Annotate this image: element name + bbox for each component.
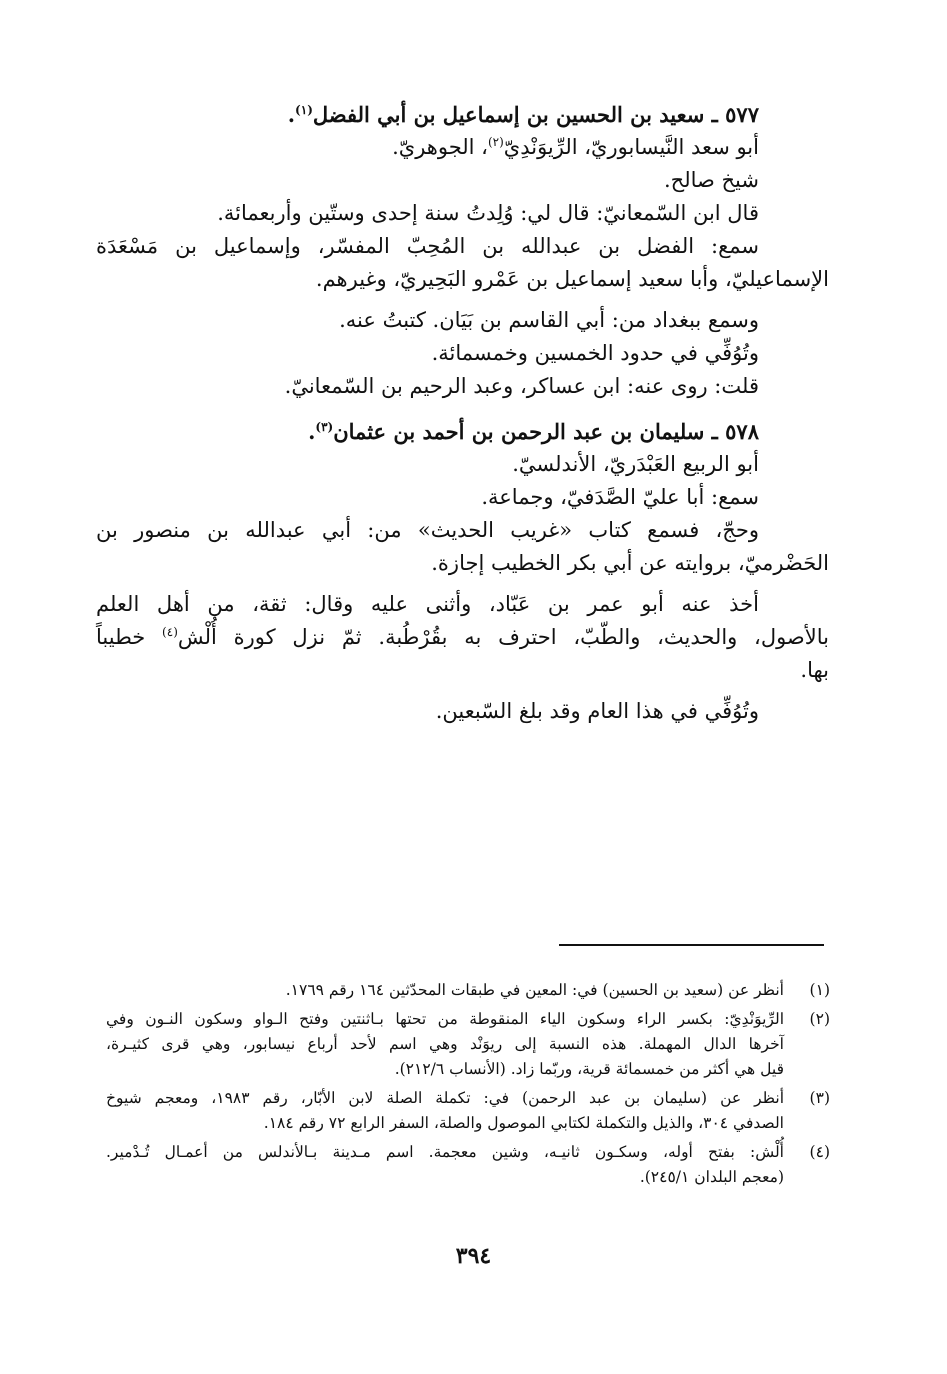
footnote-2 — [106, 1007, 830, 1082]
entry-gap — [96, 403, 829, 415]
footnote-body — [106, 1140, 784, 1190]
footnote-line: آخرها الدال المهملة. هذه النسبة إلى ريوَنْد وهي اسم لأحد أرباع نيسابور، وهي قرى كثيـرة، — [106, 1035, 784, 1053]
page-number: ٣٩٤ — [455, 1243, 492, 1269]
footnote-3 — [106, 1086, 830, 1136]
entry-578-line-5: أخذ عنه أبو عمر بن عَبّاد، وأثنى عليه وقال: ثقة، من أهل العلم — [96, 592, 759, 616]
entry-577-line-1a: أبو سعد النَّيسابوريّ، الرِّيوَنْدِيّ — [503, 135, 759, 159]
main-text — [96, 98, 829, 728]
footnote-line: الرِّيوَنْدِيّ: بكسر الراء وسكون الياء المنقوطة من تحتها بـاثنتين وفتح الـواو وسكون النـون وفي — [106, 1010, 784, 1028]
entry-578-heading-text: ٥٧٨ ـ سليمان بن عبد الرحمن بن أحمد بن عثمان — [333, 419, 759, 444]
footnote-ref-4[interactable]: (٤) — [162, 625, 178, 639]
entry-577-line-6: وسمع ببغداد من: أبي القاسم بن بَيَان. كتبتُ عنه. — [339, 308, 759, 332]
entry-578-heading-end: . — [308, 419, 316, 444]
entry-578-line-6 — [96, 621, 829, 654]
footnote-line: (معجم البلدان ٢٤٥/١). — [639, 1168, 784, 1186]
footnote-body — [106, 1007, 784, 1082]
footnote-number: (١) — [809, 981, 830, 999]
entry-577-line-8: قلت: روى عنه: ابن عساكر، وعبد الرحيم بن السّمعانيّ. — [284, 374, 759, 398]
footnote-line: قيل هي أكثر من خمسمائة قرية، وربّما زاد. (الأنساب ٢١٢/٦). — [394, 1060, 784, 1078]
paragraph-gap — [96, 296, 829, 304]
entry-578-line-8: وتُوُفِّي في هذا العام وقد بلغ السّبعين. — [435, 699, 759, 723]
footnote-number: (٢) — [809, 1010, 830, 1028]
footnote-ref-1[interactable]: (١) — [295, 103, 313, 117]
paragraph-gap — [96, 687, 829, 695]
entry-577-line-7: وتُوُفِّي في حدود الخمسين وخمسمائة. — [431, 341, 759, 365]
entry-577-line-1b: ، الجوهريّ. — [392, 135, 488, 159]
footnote-body — [106, 1086, 784, 1136]
entry-578-line-6b: خطيباً — [96, 625, 163, 649]
footnotes — [106, 978, 830, 1194]
entry-577-heading — [96, 98, 829, 131]
entry-578-line-7: بها. — [800, 658, 829, 682]
entry-578-line-1: أبو الربيع العَبْدَريّ، الأندلسيّ. — [512, 452, 759, 476]
entry-578-line-4: الحَضْرميّ، بروايته عن أبي بكر الخطيب إجازة. — [431, 551, 829, 575]
footnote-4 — [106, 1140, 830, 1190]
footnote-body — [106, 978, 784, 1003]
footnote-line: أُلْش: بفتح أوله، وسكـون ثانيـه، وشين معجمة. اسم مـدينة بـالأندلس من أعمـال تُـدْمير. — [106, 1143, 784, 1161]
entry-577-line-4: سمع: الفضل بن عبدالله بن المُحِبّ المفسّر، وإسماعيل بن مَسْعَدَة — [96, 234, 759, 258]
entry-577-line-5: الإسماعيليّ، وأبا سعيد إسماعيل بن عَمْرو البَحِيريّ، وغيرهم. — [315, 267, 829, 291]
footnote-line: أنظر عن (سعيد بن الحسين) في: المعين في طبقات المحدّثين ١٦٤ رقم ١٧٦٩. — [285, 981, 784, 999]
entry-577-line-1 — [96, 131, 829, 164]
footnote-number: (٣) — [809, 1089, 830, 1107]
entry-578-line-2: سمع: أبا عليّ الصَّدَفيّ، وجماعة. — [481, 485, 759, 509]
entry-577-heading-text: ٥٧٧ ـ سعيد بن الحسين بن إسماعيل بن أبي الفضل — [312, 102, 759, 127]
entry-578-heading — [96, 415, 829, 448]
entry-577-heading-end: . — [287, 102, 296, 127]
entry-577-line-3: قال ابن السّمعانيّ: قال لي: وُلِدتُ سنة إحدى وستّين وأربعمائة. — [217, 201, 759, 225]
entry-577-line-2: شيخ صالح. — [663, 168, 759, 192]
footnote-divider — [559, 944, 824, 946]
footnote-number: (٤) — [809, 1143, 830, 1161]
footnote-ref-3[interactable]: (٣) — [315, 420, 334, 434]
footnote-ref-2[interactable]: (٢) — [487, 135, 504, 149]
footnote-1 — [106, 978, 830, 1003]
footnote-line: الصدفي ٣٠٤، والذيل والتكملة لكتابي الموصول والصلة، السفر الرابع ٧٢ رقم ١٨٤. — [263, 1114, 784, 1132]
footnote-line: أنظر عن (سليمان بن عبد الرحمن) في: تكملة الصلة لابن الأبّار، رقم ١٩٨٣، ومعجم شيوخ — [106, 1089, 784, 1107]
entry-578-line-6a: بالأصول، والحديث، والطّبّ، احترف به بقُرْطُبة. ثمّ نزل كورة أُلْش — [177, 625, 829, 649]
entry-578-line-3: وحجّ، فسمع كتاب «غريب الحديث» من: أبي عبدالله بن منصور بن — [96, 518, 759, 542]
paragraph-gap — [96, 580, 829, 588]
